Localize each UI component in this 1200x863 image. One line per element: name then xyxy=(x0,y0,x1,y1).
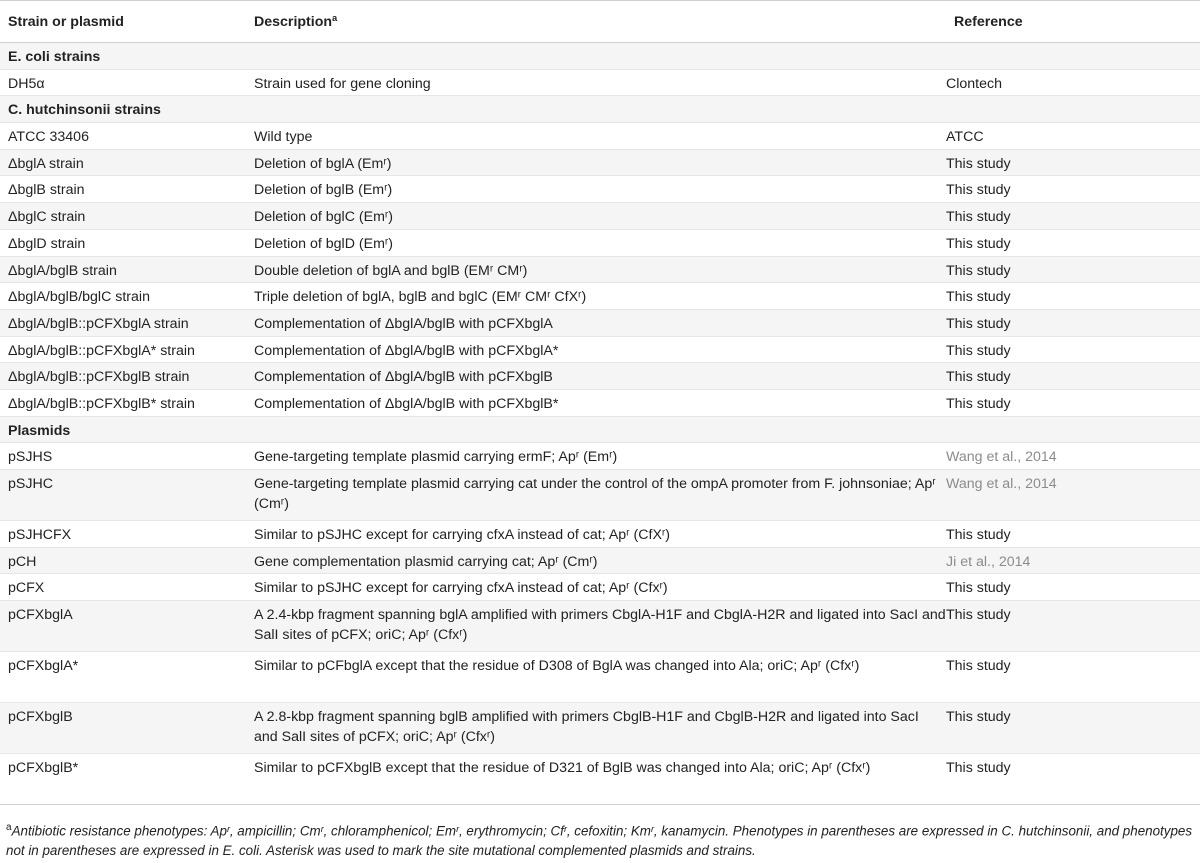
cell-description: Complementation of ΔbglA/bglB with pCFXbglB xyxy=(246,363,946,390)
section-row xyxy=(0,416,1200,443)
header-description: Descriptionª xyxy=(246,1,946,43)
table-footnote xyxy=(6,818,1194,861)
cell-reference: This study xyxy=(946,601,1200,652)
cell-strain: pSJHS xyxy=(0,443,246,470)
section-row xyxy=(0,96,1200,123)
cell-strain: ΔbglB strain xyxy=(0,176,246,203)
cell-description: Gene complementation plasmid carrying cat; Apʳ (Cmʳ) xyxy=(246,547,946,574)
cell-strain: pCFXbglA* xyxy=(0,652,246,703)
table-row xyxy=(0,309,1200,336)
table-row xyxy=(0,363,1200,390)
cell-reference: This study xyxy=(946,703,1200,754)
table-row xyxy=(0,149,1200,176)
cell-strain: ΔbglA/bglB::pCFXbglB* strain xyxy=(0,389,246,416)
cell-strain: C. hutchinsonii strains xyxy=(0,96,246,123)
cell-strain: pCFXbglB xyxy=(0,703,246,754)
section-row xyxy=(0,43,1200,70)
table-header-row xyxy=(0,1,1200,43)
cell-reference: Clontech xyxy=(946,69,1200,96)
cell-strain: ΔbglA strain xyxy=(0,149,246,176)
cell-strain: E. coli strains xyxy=(0,43,246,70)
cell-strain: ΔbglC strain xyxy=(0,203,246,230)
cell-reference: This study xyxy=(946,256,1200,283)
cell-strain: pSJHC xyxy=(0,470,246,521)
table-row xyxy=(0,652,1200,703)
table-row xyxy=(0,703,1200,754)
cell-reference: This study xyxy=(946,754,1200,805)
cell-description: Complementation of ΔbglA/bglB with pCFXbglA* xyxy=(246,336,946,363)
table-row xyxy=(0,256,1200,283)
cell-description: Deletion of bglA (Emʳ) xyxy=(246,149,946,176)
cell-strain: ΔbglA/bglB::pCFXbglA* strain xyxy=(0,336,246,363)
cell-description: Complementation of ΔbglA/bglB with pCFXbglA xyxy=(246,309,946,336)
cell-reference: Wang et al., 2014 xyxy=(946,470,1200,521)
cell-reference xyxy=(946,43,1200,70)
table-row xyxy=(0,574,1200,601)
table-row xyxy=(0,547,1200,574)
cell-strain: ΔbglA/bglB::pCFXbglB strain xyxy=(0,363,246,390)
cell-strain: ΔbglD strain xyxy=(0,229,246,256)
cell-reference: This study xyxy=(946,574,1200,601)
cell-strain: pCFXbglB* xyxy=(0,754,246,805)
cell-reference: This study xyxy=(946,652,1200,703)
cell-strain: pCFXbglA xyxy=(0,601,246,652)
cell-reference: Ji et al., 2014 xyxy=(946,547,1200,574)
cell-description: A 2.8-kbp fragment spanning bglB amplified with primers CbglB-H1F and CbglB-H2R and ligated into SacI and SalI sites of pCFX; oriC; Apʳ (Cfxʳ) xyxy=(246,703,946,754)
table-row xyxy=(0,176,1200,203)
footnote-marker: a xyxy=(6,822,12,833)
cell-reference: This study xyxy=(946,283,1200,310)
cell-description: Wild type xyxy=(246,123,946,150)
cell-description: Gene-targeting template plasmid carrying ermF; Apʳ (Emʳ) xyxy=(246,443,946,470)
cell-reference: This study xyxy=(946,203,1200,230)
cell-strain: pCH xyxy=(0,547,246,574)
cell-reference xyxy=(946,416,1200,443)
table-row xyxy=(0,229,1200,256)
cell-description: Double deletion of bglA and bglB (EMʳ CMʳ) xyxy=(246,256,946,283)
cell-description xyxy=(246,416,946,443)
cell-strain: ΔbglA/bglB::pCFXbglA strain xyxy=(0,309,246,336)
cell-description: Deletion of bglB (Emʳ) xyxy=(246,176,946,203)
cell-reference: This study xyxy=(946,336,1200,363)
cell-description: Similar to pCFXbglB except that the residue of D321 of BglB was changed into Ala; oriC; Apʳ (Cfxʳ) xyxy=(246,754,946,805)
cell-description: Deletion of bglD (Emʳ) xyxy=(246,229,946,256)
cell-reference: ATCC xyxy=(946,123,1200,150)
cell-description: Strain used for gene cloning xyxy=(246,69,946,96)
header-strain: Strain or plasmid xyxy=(0,1,246,43)
cell-description: Complementation of ΔbglA/bglB with pCFXbglB* xyxy=(246,389,946,416)
table-body xyxy=(0,43,1200,805)
cell-description xyxy=(246,96,946,123)
table-row xyxy=(0,470,1200,521)
table-row xyxy=(0,283,1200,310)
table-row xyxy=(0,203,1200,230)
cell-strain: pCFX xyxy=(0,574,246,601)
table-row xyxy=(0,521,1200,548)
cell-strain: ΔbglA/bglB/bglC strain xyxy=(0,283,246,310)
table-row xyxy=(0,754,1200,805)
cell-strain: ATCC 33406 xyxy=(0,123,246,150)
cell-strain: pSJHCFX xyxy=(0,521,246,548)
table-row xyxy=(0,443,1200,470)
cell-description: Deletion of bglC (Emʳ) xyxy=(246,203,946,230)
cell-reference: This study xyxy=(946,521,1200,548)
cell-description: Gene-targeting template plasmid carrying cat under the control of the ompA promoter from F. johnsoniae; Apʳ (Cmʳ) xyxy=(246,470,946,521)
cell-reference: This study xyxy=(946,176,1200,203)
cell-reference: This study xyxy=(946,149,1200,176)
cell-description: Similar to pSJHC except for carrying cfxA instead of cat; Apʳ (CfXʳ) xyxy=(246,521,946,548)
cell-description: Triple deletion of bglA, bglB and bglC (EMʳ CMʳ CfXʳ) xyxy=(246,283,946,310)
cell-reference xyxy=(946,96,1200,123)
cell-strain: DH5α xyxy=(0,69,246,96)
cell-reference: This study xyxy=(946,309,1200,336)
cell-reference: This study xyxy=(946,363,1200,390)
table-row xyxy=(0,69,1200,96)
cell-description: Similar to pCFbglA except that the residue of D308 of BglA was changed into Ala; oriC; Apʳ (Cfxʳ) xyxy=(246,652,946,703)
cell-reference: This study xyxy=(946,229,1200,256)
cell-strain: ΔbglA/bglB strain xyxy=(0,256,246,283)
cell-strain: Plasmids xyxy=(0,416,246,443)
cell-description xyxy=(246,43,946,70)
cell-reference: This study xyxy=(946,389,1200,416)
cell-description: A 2.4-kbp fragment spanning bglA amplified with primers CbglA-H1F and CbglA-H2R and ligated into SacI and SalI sites of pCFX; oriC; Apʳ (Cfxʳ) xyxy=(246,601,946,652)
table-row xyxy=(0,601,1200,652)
table-row xyxy=(0,389,1200,416)
cell-reference: Wang et al., 2014 xyxy=(946,443,1200,470)
table-row xyxy=(0,123,1200,150)
footnote-text: Antibiotic resistance phenotypes: Apʳ, ampicillin; Cmʳ, chloramphenicol; Emʳ, erythromycin; Cfʳ, cefoxitin; Kmʳ, kanamycin. Phenotypes in parentheses are expressed in C. hutchinsonii, and phenotypes not in parentheses are expressed in E. coli. Asterisk was used to mark the site mutational complemented plasmids and strains. xyxy=(6,823,1193,859)
table-row xyxy=(0,336,1200,363)
header-reference: Reference xyxy=(946,1,1200,43)
cell-description: Similar to pSJHC except for carrying cfxA instead of cat; Apʳ (Cfxʳ) xyxy=(246,574,946,601)
